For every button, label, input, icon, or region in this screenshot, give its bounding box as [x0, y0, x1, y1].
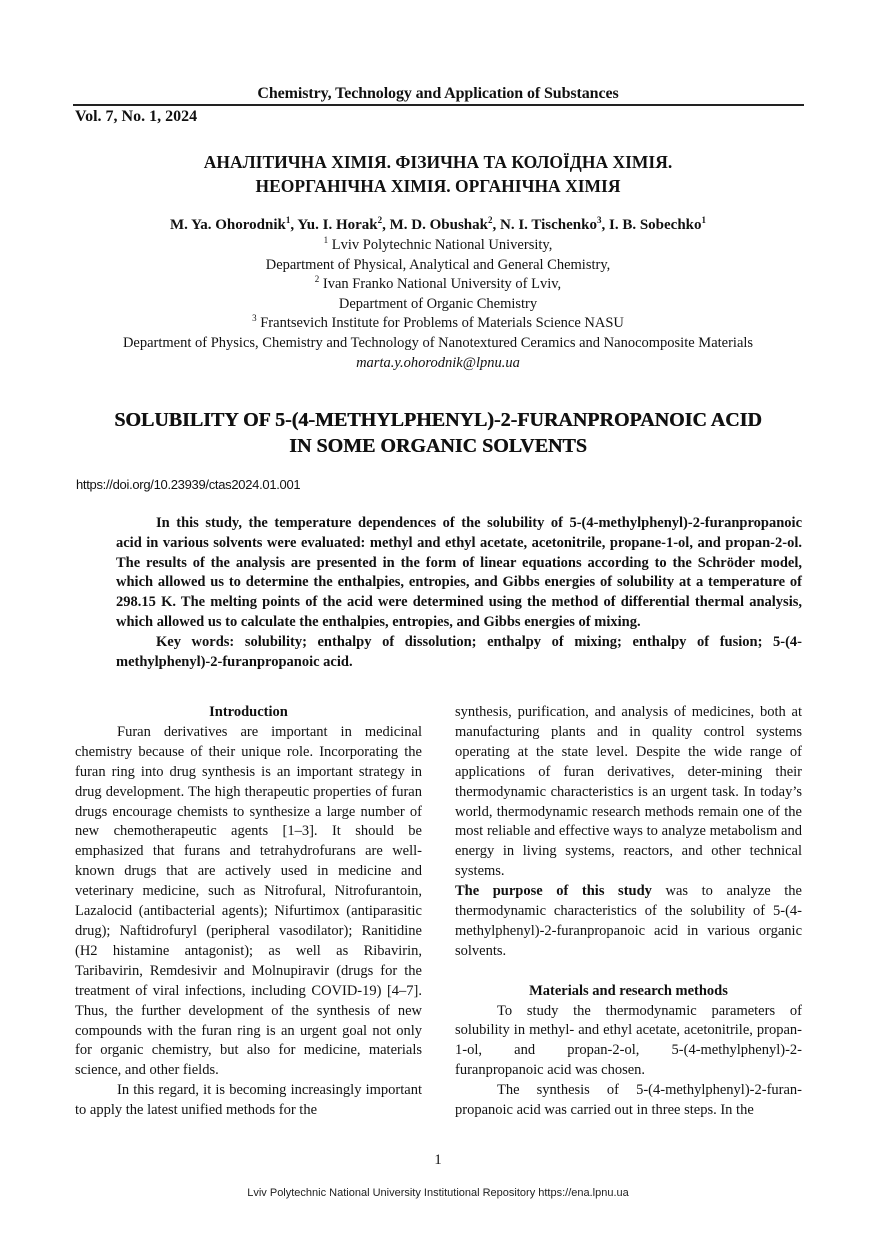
- page-number: 1: [434, 1152, 442, 1168]
- author-list: [0, 215, 876, 235]
- intro-paragraph-2-start: In this regard, it is becoming increasingly important to apply the latest unified methods for the: [75, 1082, 422, 1119]
- left-column: [75, 703, 422, 1121]
- header-rule: [73, 104, 804, 106]
- author: M. D. Obushak$^2$,: [389, 215, 500, 233]
- intro-paragraph-1: Furan derivatives are important in medicinal chemistry because of their unique role. Incorporating the furan ring into drug synthesis is an important strategy in drug development. The high therapeutic properties of furan drugs encourage chemists to synthesize a large number of new chemotherapeutic agents [1–3]. It should be emphasized that furans and tetrahydrofurans are well-known drugs that are actively used in medicine and veterinary medicine, such as Nitrofural, Nitrofurantoin, Lazalocid (antibacterial agents); Nifurtimox (antiparasitic drug); Naftidrofuryl (peripheral vasodilator); Ranitidine (H2 histamine antagonist); as well as Ribavirin, Taribavirin, Remdesivir and Molnupiravir (drugs for the treatment of viral infections, including COVID-19) [4–7]. Thus, the further development of the synthesis of new compounds with the furan ring is an urgent goal not only for organic chemistry, but also for medicine, materials science, and other fields.: [75, 723, 422, 1079]
- purpose-paragraph: The purpose of this study was to analyze the thermodynamic characteristics of the solubility of 5-(4-methylphenyl)-2-furanpropanoic acid in various organic solvents.: [455, 883, 802, 959]
- affiliation-1: $^1$ Lviv Polytechnic National University,: [323, 235, 553, 253]
- article-title-line-2: IN SOME ORGANIC SOLVENTS: [289, 435, 587, 457]
- abstract-text: In this study, the temperature dependences of the solubility of 5-(4-methylphenyl)-2-furanpropanoic acid in various solvents were evaluated: methyl and ethyl acetate, acetonitrile, propane-1-ol, and propan-2-ol. The results of the analysis are presented in the form of linear equations according to the Schröder model, which allowed us to determine the enthalpies, entropies, and Gibbs energies of solubility at a temperature of 298.15 K. The melting points of the acid were determined using the method of differential thermal analysis, which allowed us to calculate the enthalpies, entropies, and Gibbs energies of mixing.: [116, 515, 802, 630]
- author: N. I. Tischenko$^3$,: [500, 215, 609, 233]
- author: M. Ya. Ohorodnik$^1$,: [169, 215, 298, 233]
- purpose-label: The purpose of this study: [455, 883, 652, 900]
- right-column: [455, 703, 802, 1121]
- doi-link[interactable]: [76, 477, 300, 492]
- affiliation-2-department: Department of Organic Chemistry: [338, 295, 538, 312]
- journal-name: Chemistry, Technology and Application of Substances: [257, 85, 619, 102]
- affiliations: [0, 236, 876, 373]
- repository-footer: Lviv Polytechnic National University Institutional Repository https://ena.lpnu.ua: [247, 1187, 629, 1199]
- intro-paragraph-2-continued: synthesis, purification, and analysis of medicines, both at manufacturing plants and in quality control systems operating at the state level. Despite the wide range of applications of furan derivatives, deter-mining their thermodynamic characteristics is an urgent task. In today’s world, thermodynamic research methods remain one of the most reliable and effective ways to analyze metabolism and energy in living systems, reactors, and other technical systems.: [455, 704, 802, 880]
- section-title: [0, 150, 876, 198]
- volume-issue: Vol. 7, No. 1, 2024: [75, 108, 198, 125]
- article-title: [0, 407, 876, 459]
- section-title-line-2: НЕОРГАНІЧНА ХІМІЯ. ОРГАНІЧНА ХІМІЯ: [255, 176, 621, 196]
- introduction-heading: Introduction: [209, 704, 288, 720]
- author: Yu. I. Horak$^2$,: [297, 215, 390, 233]
- methods-paragraph-1: To study the thermodynamic parameters of solubility in methyl- and ethyl acetate, acetonitrile, propan-1-ol, and propan-2-ol, 5-(4-methylphenyl)-2-furanpropanoic acid was chosen.: [455, 1002, 802, 1079]
- affiliation-2: $^2$ Ivan Franko National University of Lviv,: [314, 274, 562, 293]
- corresponding-email[interactable]: marta.y.ohorodnik@lpnu.ua: [356, 354, 520, 371]
- keywords: Key words: solubility; enthalpy of dissolution; enthalpy of mixing; enthalpy of fusion; 5-(4-methylphenyl)-2-furanpropanoic acid.: [116, 633, 802, 670]
- methods-paragraph-2: The synthesis of 5-(4-methylphenyl)-2-furan-propanoic acid was carried out in three steps. In the: [455, 1082, 802, 1119]
- article-title-line-1: SOLUBILITY OF 5-(4-METHYLPHENYL)-2-FURANPROPANOIC ACID: [114, 409, 762, 431]
- abstract: [116, 514, 802, 672]
- affiliation-3-department: Department of Physics, Chemistry and Technology of Nanotextured Ceramics and Nanocomposite Materials: [122, 334, 754, 351]
- section-title-line-1: АНАЛІТИЧНА ХІМІЯ. ФІЗИЧНА ТА КОЛОЇДНА ХІМІЯ.: [203, 152, 673, 172]
- methods-heading: Materials and research methods: [529, 982, 728, 999]
- spacer: [455, 962, 802, 982]
- author: I. B. Sobechko$^1$: [608, 215, 707, 233]
- doi-link-text[interactable]: https://doi.org/10.23939/ctas2024.01.001: [76, 477, 301, 492]
- affiliation-3: $^3$ Frantsevich Institute for Problems of Materials Science NASU: [252, 313, 624, 332]
- affiliation-1-department: Department of Physical, Analytical and General Chemistry,: [265, 256, 611, 273]
